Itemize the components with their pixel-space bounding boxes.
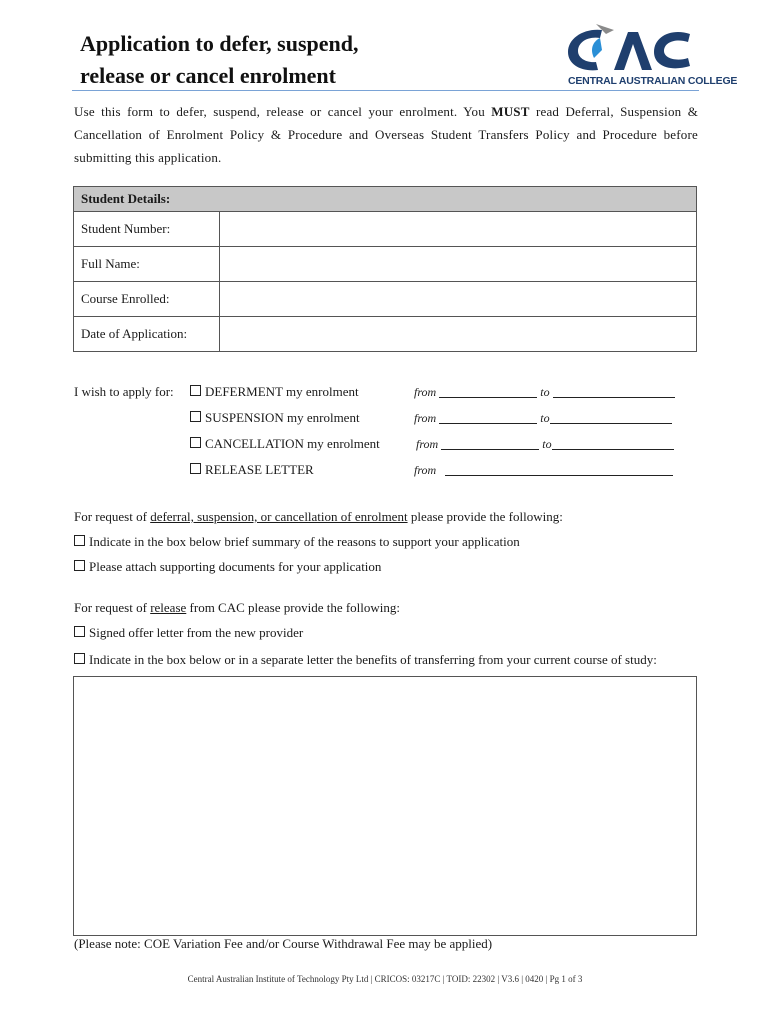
suspension-from-label: from [414, 411, 437, 425]
offer-letter-label: Signed offer letter from the new provider [89, 625, 304, 640]
offer-letter-checkbox[interactable] [74, 626, 85, 637]
date-of-application-field[interactable] [220, 317, 697, 352]
release-request-underlined: release [150, 600, 187, 615]
page-footer: Central Australian Institute of Technology Pty Ltd | CRICOS: 03217C | TOID: 22302 | V3.6 | 0420 | Pg 1 of 3 [187, 974, 583, 984]
student-details-heading: Student Details: [74, 187, 697, 212]
suspension-label: SUSPENSION my enrolment [205, 410, 360, 425]
full-name-field[interactable] [220, 247, 697, 282]
student-number-field[interactable] [220, 212, 697, 247]
suspension-to-label: to [540, 411, 550, 425]
summary-label: Indicate in the box below brief summary of the reasons to support your application [89, 534, 520, 549]
fee-note: (Please note: COE Variation Fee and/or Course Withdrawal Fee may be applied) [74, 936, 493, 951]
deferral-request-suffix: please provide the following: [407, 509, 563, 524]
deferral-request-heading [74, 509, 563, 525]
deferment-checkbox[interactable] [190, 385, 201, 396]
cancellation-checkbox[interactable] [190, 437, 201, 448]
documents-label: Please attach supporting documents for your application [89, 559, 382, 574]
summary-checkbox[interactable] [74, 535, 85, 546]
suspension-from-field[interactable] [439, 411, 537, 424]
deferment-from-label: from [414, 385, 437, 399]
course-enrolled-field[interactable] [220, 282, 697, 317]
cancellation-to-field[interactable] [552, 437, 674, 450]
logo-wordmark: CENTRAL AUSTRALIAN COLLEGE [568, 75, 738, 87]
full-name-label: Full Name: [74, 247, 220, 282]
release-item-benefits[interactable] [74, 652, 657, 668]
release-letter-checkbox[interactable] [190, 463, 201, 474]
benefits-checkbox[interactable] [74, 653, 85, 664]
table-row [74, 212, 697, 247]
option-release-letter[interactable] [190, 462, 314, 478]
cancellation-from-field[interactable] [441, 437, 539, 450]
deferral-item-documents[interactable] [74, 559, 381, 575]
release-item-offer-letter[interactable] [74, 625, 303, 641]
reasons-text-box[interactable] [73, 676, 697, 936]
intro-must: MUST [491, 104, 530, 119]
suspension-checkbox[interactable] [190, 411, 201, 422]
deferment-label: DEFERMENT my enrolment [205, 384, 359, 399]
course-enrolled-label: Course Enrolled: [74, 282, 220, 317]
student-number-label: Student Number: [74, 212, 220, 247]
release-request-suffix: from CAC please provide the following: [186, 600, 401, 615]
release-letter-dates [414, 463, 673, 478]
title-divider [72, 90, 699, 91]
option-cancellation[interactable] [190, 436, 380, 452]
title-line-1: Application to defer, suspend, [80, 31, 359, 56]
intro-text-after: read Deferral, Suspension & Cancellation of Enrolment Policy & Procedure and Overseas Student Transfers Policy and Procedure before submitting this application. [74, 104, 699, 165]
cancellation-from-label: from [416, 437, 439, 451]
table-row [74, 317, 697, 352]
college-logo [562, 20, 738, 90]
title-line-2: release or cancel enrolment [80, 63, 336, 88]
release-request-prefix: For request of [74, 600, 151, 615]
deferment-dates [414, 385, 675, 400]
release-from-field[interactable] [445, 463, 673, 476]
deferment-from-field[interactable] [439, 385, 537, 398]
intro-paragraph [74, 100, 698, 169]
deferment-to-label: to [540, 385, 550, 399]
cancellation-label: CANCELLATION my enrolment [205, 436, 380, 451]
student-details-table [73, 186, 697, 352]
deferral-request-underlined: deferral, suspension, or cancellation of enrolment [150, 509, 408, 524]
table-row [74, 247, 697, 282]
page-title [80, 28, 359, 92]
release-request-heading [74, 600, 400, 616]
cancellation-dates [416, 437, 674, 452]
intro-text-before: Use this form to defer, suspend, release or cancel your enrolment. You [74, 104, 492, 119]
deferment-to-field[interactable] [553, 385, 675, 398]
deferral-item-summary[interactable] [74, 534, 520, 550]
suspension-dates [414, 411, 672, 426]
documents-checkbox[interactable] [74, 560, 85, 571]
release-from-label: from [414, 463, 437, 477]
apply-for-label: I wish to apply for: [74, 384, 174, 399]
cac-logo-mark [562, 20, 702, 76]
benefits-label: Indicate in the box below or in a separate letter the benefits of transferring from your current course of study: [89, 652, 657, 667]
suspension-to-field[interactable] [550, 411, 672, 424]
cancellation-to-label: to [542, 437, 552, 451]
deferral-request-prefix: For request of [74, 509, 151, 524]
table-row [74, 282, 697, 317]
option-suspension[interactable] [190, 410, 360, 426]
date-of-application-label: Date of Application: [74, 317, 220, 352]
option-deferment[interactable] [190, 384, 359, 400]
release-letter-label: RELEASE LETTER [205, 462, 314, 477]
